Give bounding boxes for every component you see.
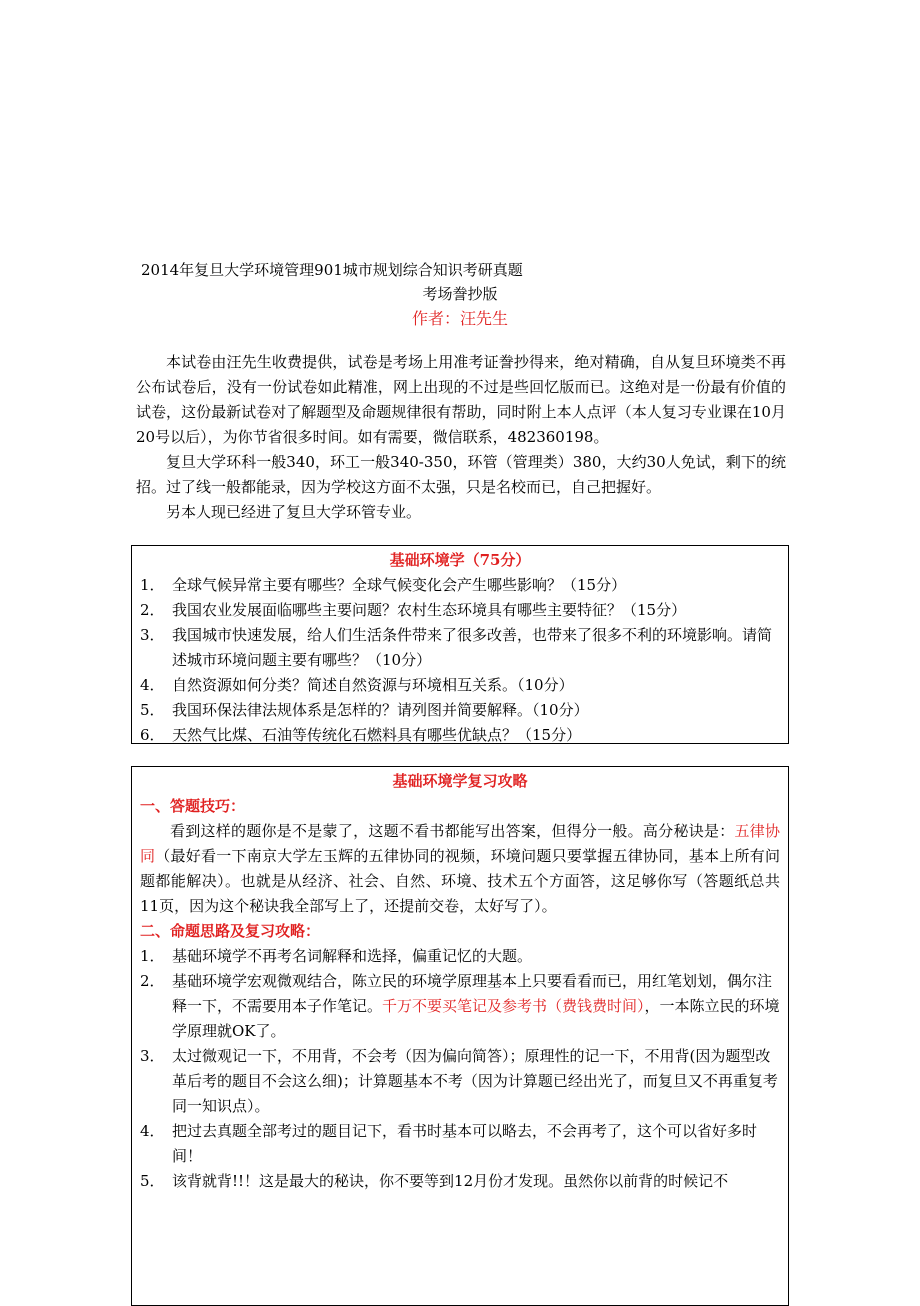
review-guide-box	[131, 766, 789, 1306]
tip-text: 该背就背!!！这是最大的秘诀，你不要等到12月份才发现。虽然你以前背的时候记不	[172, 1172, 729, 1190]
exam-question	[140, 723, 780, 748]
question-text: 自然资源如何分类？简述自然资源与环境相互关系。（10分）	[172, 676, 574, 694]
guide-section-1-heading: 一、答题技巧：	[140, 797, 246, 815]
exam-question	[140, 598, 780, 623]
tip-number: 4．	[140, 1122, 165, 1140]
question-text: 我国农业发展面临哪些主要问题？农村生态环境具有哪些主要特征？（15分）	[172, 601, 687, 619]
question-text: 我国环保法律法规体系是怎样的？请列图并简要解释。（10分）	[172, 701, 589, 719]
tip-number: 2．	[140, 972, 165, 990]
tip-text-a: 基础环境学宏观微观结合，陈立民的环境学原理基本上只要看看而已，用红笔划划，偶尔注释一下，不需要用本子作笔记。	[172, 972, 773, 1015]
tip-text-b: ，一本陈立民的环境学原理就OK了。	[172, 997, 780, 1040]
guide-section-1-paragraph	[140, 819, 780, 919]
intro-section	[136, 350, 786, 525]
guide-tip	[140, 944, 780, 969]
tip-number: 1．	[140, 947, 165, 965]
exam-question	[140, 698, 780, 723]
guide-tip	[140, 1119, 780, 1169]
guide-tip	[140, 1044, 780, 1119]
guide-s1-text-b: （最好看一下南京大学左玉辉的五律协同的视频，环境问题只要掌握五律协同，基本上所有问题都能解决）。也就是从经济、社会、自然、环境、技术五个方面答，这足够你写（答题纸总共11页，因为这个秘诀我全部写上了，还提前交卷，太好写了）。	[140, 847, 780, 915]
question-text: 全球气候异常主要有哪些？全球气候变化会产生哪些影响？（15分）	[172, 576, 627, 594]
guide-s1-text-a: 看到这样的题你是不是蒙了，这题不看书都能写出答案，但得分一般。高分秘诀是：	[170, 822, 735, 840]
exam-question	[140, 673, 780, 698]
intro-paragraph-3: 另本人现已经进了复旦大学环管专业。	[166, 503, 422, 521]
tip-number: 5．	[140, 1172, 165, 1190]
exam-question	[140, 573, 780, 598]
guide-tips-list	[140, 944, 780, 1194]
question-number: 6．	[140, 726, 165, 744]
question-text: 我国城市快速发展，给人们生活条件带来了很多改善，也带来了很多不利的环境影响。请简述城市环境问题主要有哪些？（10分）	[172, 626, 773, 669]
tip-highlight: 千万不要买笔记及参考书（费钱费时间）	[382, 997, 645, 1015]
question-number: 3．	[140, 626, 165, 644]
tip-text: 基础环境学不再考名词解释和选择，偏重记忆的大题。	[172, 947, 533, 965]
question-number: 4．	[140, 676, 165, 694]
question-number: 2．	[140, 601, 165, 619]
tip-text: 把过去真题全部考过的题目记下，看书时基本可以略去，不会再考了，这个可以省好多时间！	[172, 1122, 758, 1165]
exam-question-list	[140, 573, 780, 748]
intro-paragraph-1: 本试卷由汪先生收费提供，试卷是考场上用准考证誊抄得来，绝对精确，自从复旦环境类不再公布试卷后，没有一份试卷如此精准，网上出现的不过是些回忆版而已。这绝对是一份最有价值的试卷，这份最新试卷对了解题型及命题规律很有帮助，同时附上本人点评（本人复习专业课在10月20号以后），为你节省很多时间。如有需要，微信联系，482360198。	[136, 353, 786, 446]
guide-section-2-heading: 二、命题思路及复习攻略：	[140, 922, 321, 940]
tip-number: 3．	[140, 1047, 165, 1065]
exam-heading: 基础环境学（75分）	[389, 551, 531, 569]
page-subtitle: 考场誊抄版	[422, 285, 498, 303]
question-number: 1．	[140, 576, 165, 594]
guide-tip	[140, 969, 780, 1044]
guide-s1-highlight: 五律协同	[140, 822, 780, 865]
guide-heading: 基础环境学复习攻略	[392, 772, 528, 790]
exam-question	[140, 623, 780, 673]
exam-questions-box	[131, 545, 789, 744]
author-line: 作者：汪先生	[411, 309, 508, 328]
page-title: 2014年复旦大学环境管理901城市规划综合知识考研真题	[141, 261, 523, 279]
question-number: 5．	[140, 701, 165, 719]
intro-paragraph-2: 复旦大学环科一般340，环工一般340-350，环管（管理类）380，大约30人免试，剩下的统招。过了线一般都能录，因为学校这方面不太强，只是名校而已，自己把握好。	[136, 453, 786, 496]
tip-text: 太过微观记一下，不用背，不会考（因为偏向简答）；原理性的记一下，不用背(因为题型改革后考的题目不会这么细)；计算题基本不考（因为计算题已经出光了，而复旦又不再重复考同一知识点）。	[172, 1047, 778, 1115]
question-text: 天然气比煤、石油等传统化石燃料具有哪些优缺点？（15分）	[172, 726, 582, 744]
guide-tip	[140, 1169, 780, 1194]
